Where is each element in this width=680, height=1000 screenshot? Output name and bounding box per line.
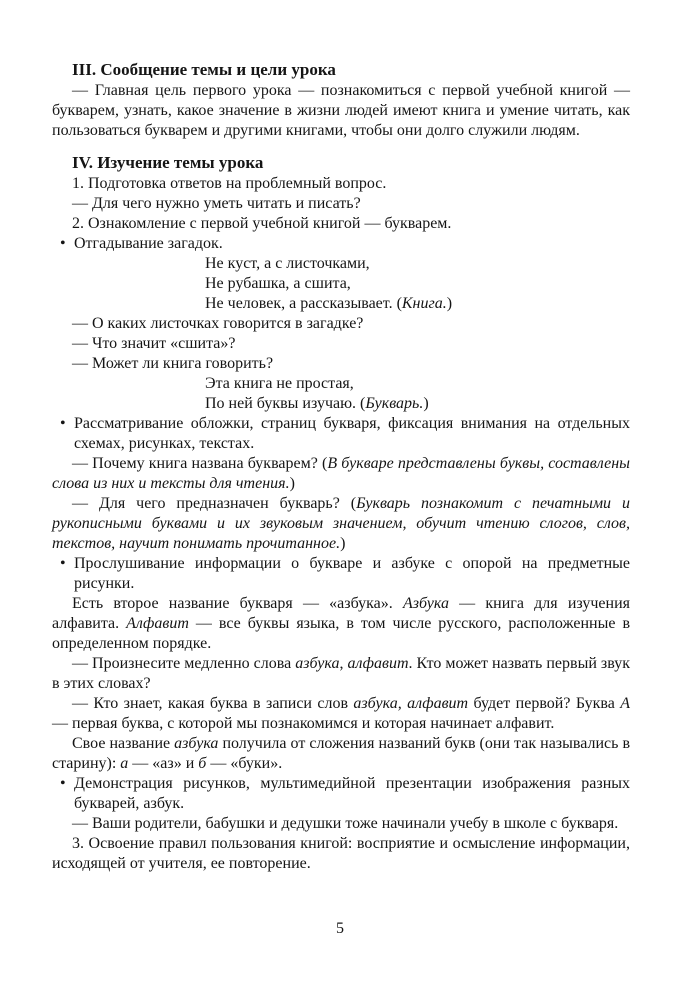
italic-run: В букваре представлены буквы, составлены слова из них и тексты для чтения. bbox=[52, 455, 630, 492]
text-run: IV. Изучение темы урока bbox=[72, 153, 264, 172]
italic-run: Букварь познакомит с печатными и рукописными буквами и их звуковым значением, обучит чтению слогов, слов, текстов, научит понимать прочитанное. bbox=[52, 495, 631, 552]
text-run: ) bbox=[446, 295, 453, 312]
text-run: Не человек, а рассказывает. ( bbox=[205, 295, 402, 312]
text-run: — Для чего предназначен букварь? ( bbox=[72, 495, 357, 512]
paragraph bbox=[52, 174, 630, 194]
text-run: Прослушивание информации о букваре и азбуке с опорой на предметные рисунки. bbox=[74, 555, 630, 592]
bullet-icon: • bbox=[60, 555, 66, 572]
text-run: Есть второе название букваря — «азбука». bbox=[72, 595, 403, 612]
verse-line bbox=[205, 274, 630, 294]
paragraph bbox=[52, 194, 630, 214]
paragraph bbox=[52, 334, 630, 354]
paragraph bbox=[52, 494, 630, 554]
page-footer bbox=[0, 919, 680, 939]
text-run: 2. Ознакомление с первой учебной книгой — букварем. bbox=[72, 215, 452, 232]
text-run: — Кто знает, какая буква в записи слов bbox=[72, 695, 354, 712]
text-run: — Произнесите медленно слова bbox=[72, 655, 296, 672]
lesson-plan-content bbox=[52, 60, 630, 874]
italic-run: Букварь. bbox=[365, 395, 424, 412]
bullet-icon: • bbox=[60, 415, 66, 432]
italic-run: азбука, алфавит bbox=[353, 695, 469, 712]
text-run: Отгадывание загадок. bbox=[74, 235, 223, 252]
paragraph bbox=[52, 214, 630, 234]
text-run: — «аз» и bbox=[128, 755, 199, 772]
verse-line bbox=[205, 374, 630, 394]
text-run: . Кто может назвать первый звук в этих словах? bbox=[52, 655, 631, 692]
text-run: ) bbox=[340, 535, 346, 552]
text-run: — Что значит «сшита»? bbox=[72, 335, 236, 352]
text-run: — книга для изучения алфавита. bbox=[52, 595, 630, 632]
paragraph bbox=[52, 734, 630, 774]
paragraph bbox=[52, 594, 630, 654]
paragraph bbox=[52, 654, 630, 694]
italic-run: Алфавит bbox=[126, 615, 189, 632]
paragraph bbox=[52, 454, 630, 494]
verse-line bbox=[205, 254, 630, 274]
bullet-item bbox=[52, 234, 630, 254]
text-run: — Главная цель первого урока — познакомиться с первой учебной книгой — букварем, узнать, какое значение в жизни людей имеют книга и умение читать, как пользоваться букварем и другими книгами, чтобы они долго служили людям. bbox=[52, 82, 630, 139]
section-heading bbox=[52, 60, 630, 80]
text-run: — Почему книга названа букварем? ( bbox=[72, 455, 328, 472]
text-run: получила от сложения названий букв (они так назывались в старину): bbox=[52, 735, 630, 772]
text-run: ) bbox=[289, 475, 295, 492]
italic-run: б bbox=[198, 755, 207, 772]
riddle-verse bbox=[205, 374, 630, 414]
text-run: Не куст, а с листочками, bbox=[205, 255, 370, 272]
paragraph bbox=[52, 814, 630, 834]
riddle-verse bbox=[205, 254, 630, 314]
text-run: , bbox=[339, 655, 348, 672]
text-run: — все буквы языка, в том числе русского, расположенные в определенном порядке. bbox=[52, 615, 630, 652]
paragraph bbox=[52, 314, 630, 334]
text-run: 3. Освоение правил пользования книгой: восприятие и осмысление информации, исходящей от учителя, ее повторение. bbox=[52, 835, 630, 872]
text-run: III. Сообщение темы и цели урока bbox=[72, 60, 336, 79]
italic-run: алфавит bbox=[347, 655, 409, 672]
text-run: ) bbox=[423, 395, 429, 412]
italic-run: азбука bbox=[295, 655, 340, 672]
paragraph bbox=[52, 834, 630, 874]
italic-run: азбука bbox=[174, 735, 219, 752]
text-run: — Ваши родители, бабушки и дедушки тоже начинали учебу в школе с букваря. bbox=[72, 815, 619, 832]
text-run: Свое название bbox=[72, 735, 175, 752]
text-run: — «буки». bbox=[206, 755, 283, 772]
bullet-icon: • bbox=[60, 775, 66, 792]
text-run: 1. Подготовка ответов на проблемный вопрос. bbox=[72, 175, 387, 192]
italic-run: Азбука bbox=[402, 595, 449, 612]
italic-run: Книга. bbox=[401, 295, 447, 312]
italic-run: А bbox=[620, 695, 630, 712]
text-run: По ней буквы изучаю. ( bbox=[205, 395, 366, 412]
text-run: — Может ли книга говорить? bbox=[72, 355, 274, 372]
text-run: Демонстрация рисунков, мультимедийной презентации изображения разных букварей, азбук. bbox=[74, 775, 630, 812]
page-number: 5 bbox=[336, 920, 344, 937]
bullet-item bbox=[52, 774, 630, 814]
text-run: — О каких листочках говорится в загадке? bbox=[72, 315, 364, 332]
verse-line bbox=[205, 294, 630, 314]
section-heading bbox=[52, 153, 630, 173]
verse-line bbox=[205, 394, 630, 414]
bullet-item bbox=[52, 414, 630, 454]
paragraph bbox=[52, 694, 630, 734]
paragraph bbox=[52, 81, 630, 141]
text-run: Рассматривание обложки, страниц букваря, фиксация внимания на отдельных схемах, рисунках, текстах. bbox=[74, 415, 630, 452]
paragraph bbox=[52, 354, 630, 374]
bullet-icon: • bbox=[60, 235, 66, 252]
text-run: — первая буква, с которой мы познакомимся и которая начинает алфавит. bbox=[52, 715, 555, 732]
italic-run: а bbox=[120, 755, 129, 772]
text-run: будет первой? Буква bbox=[468, 695, 621, 712]
bullet-item bbox=[52, 554, 630, 594]
text-run: Эта книга не простая, bbox=[205, 375, 354, 392]
text-run: Не рубашка, а сшита, bbox=[205, 275, 351, 292]
text-run: — Для чего нужно уметь читать и писать? bbox=[72, 195, 361, 212]
